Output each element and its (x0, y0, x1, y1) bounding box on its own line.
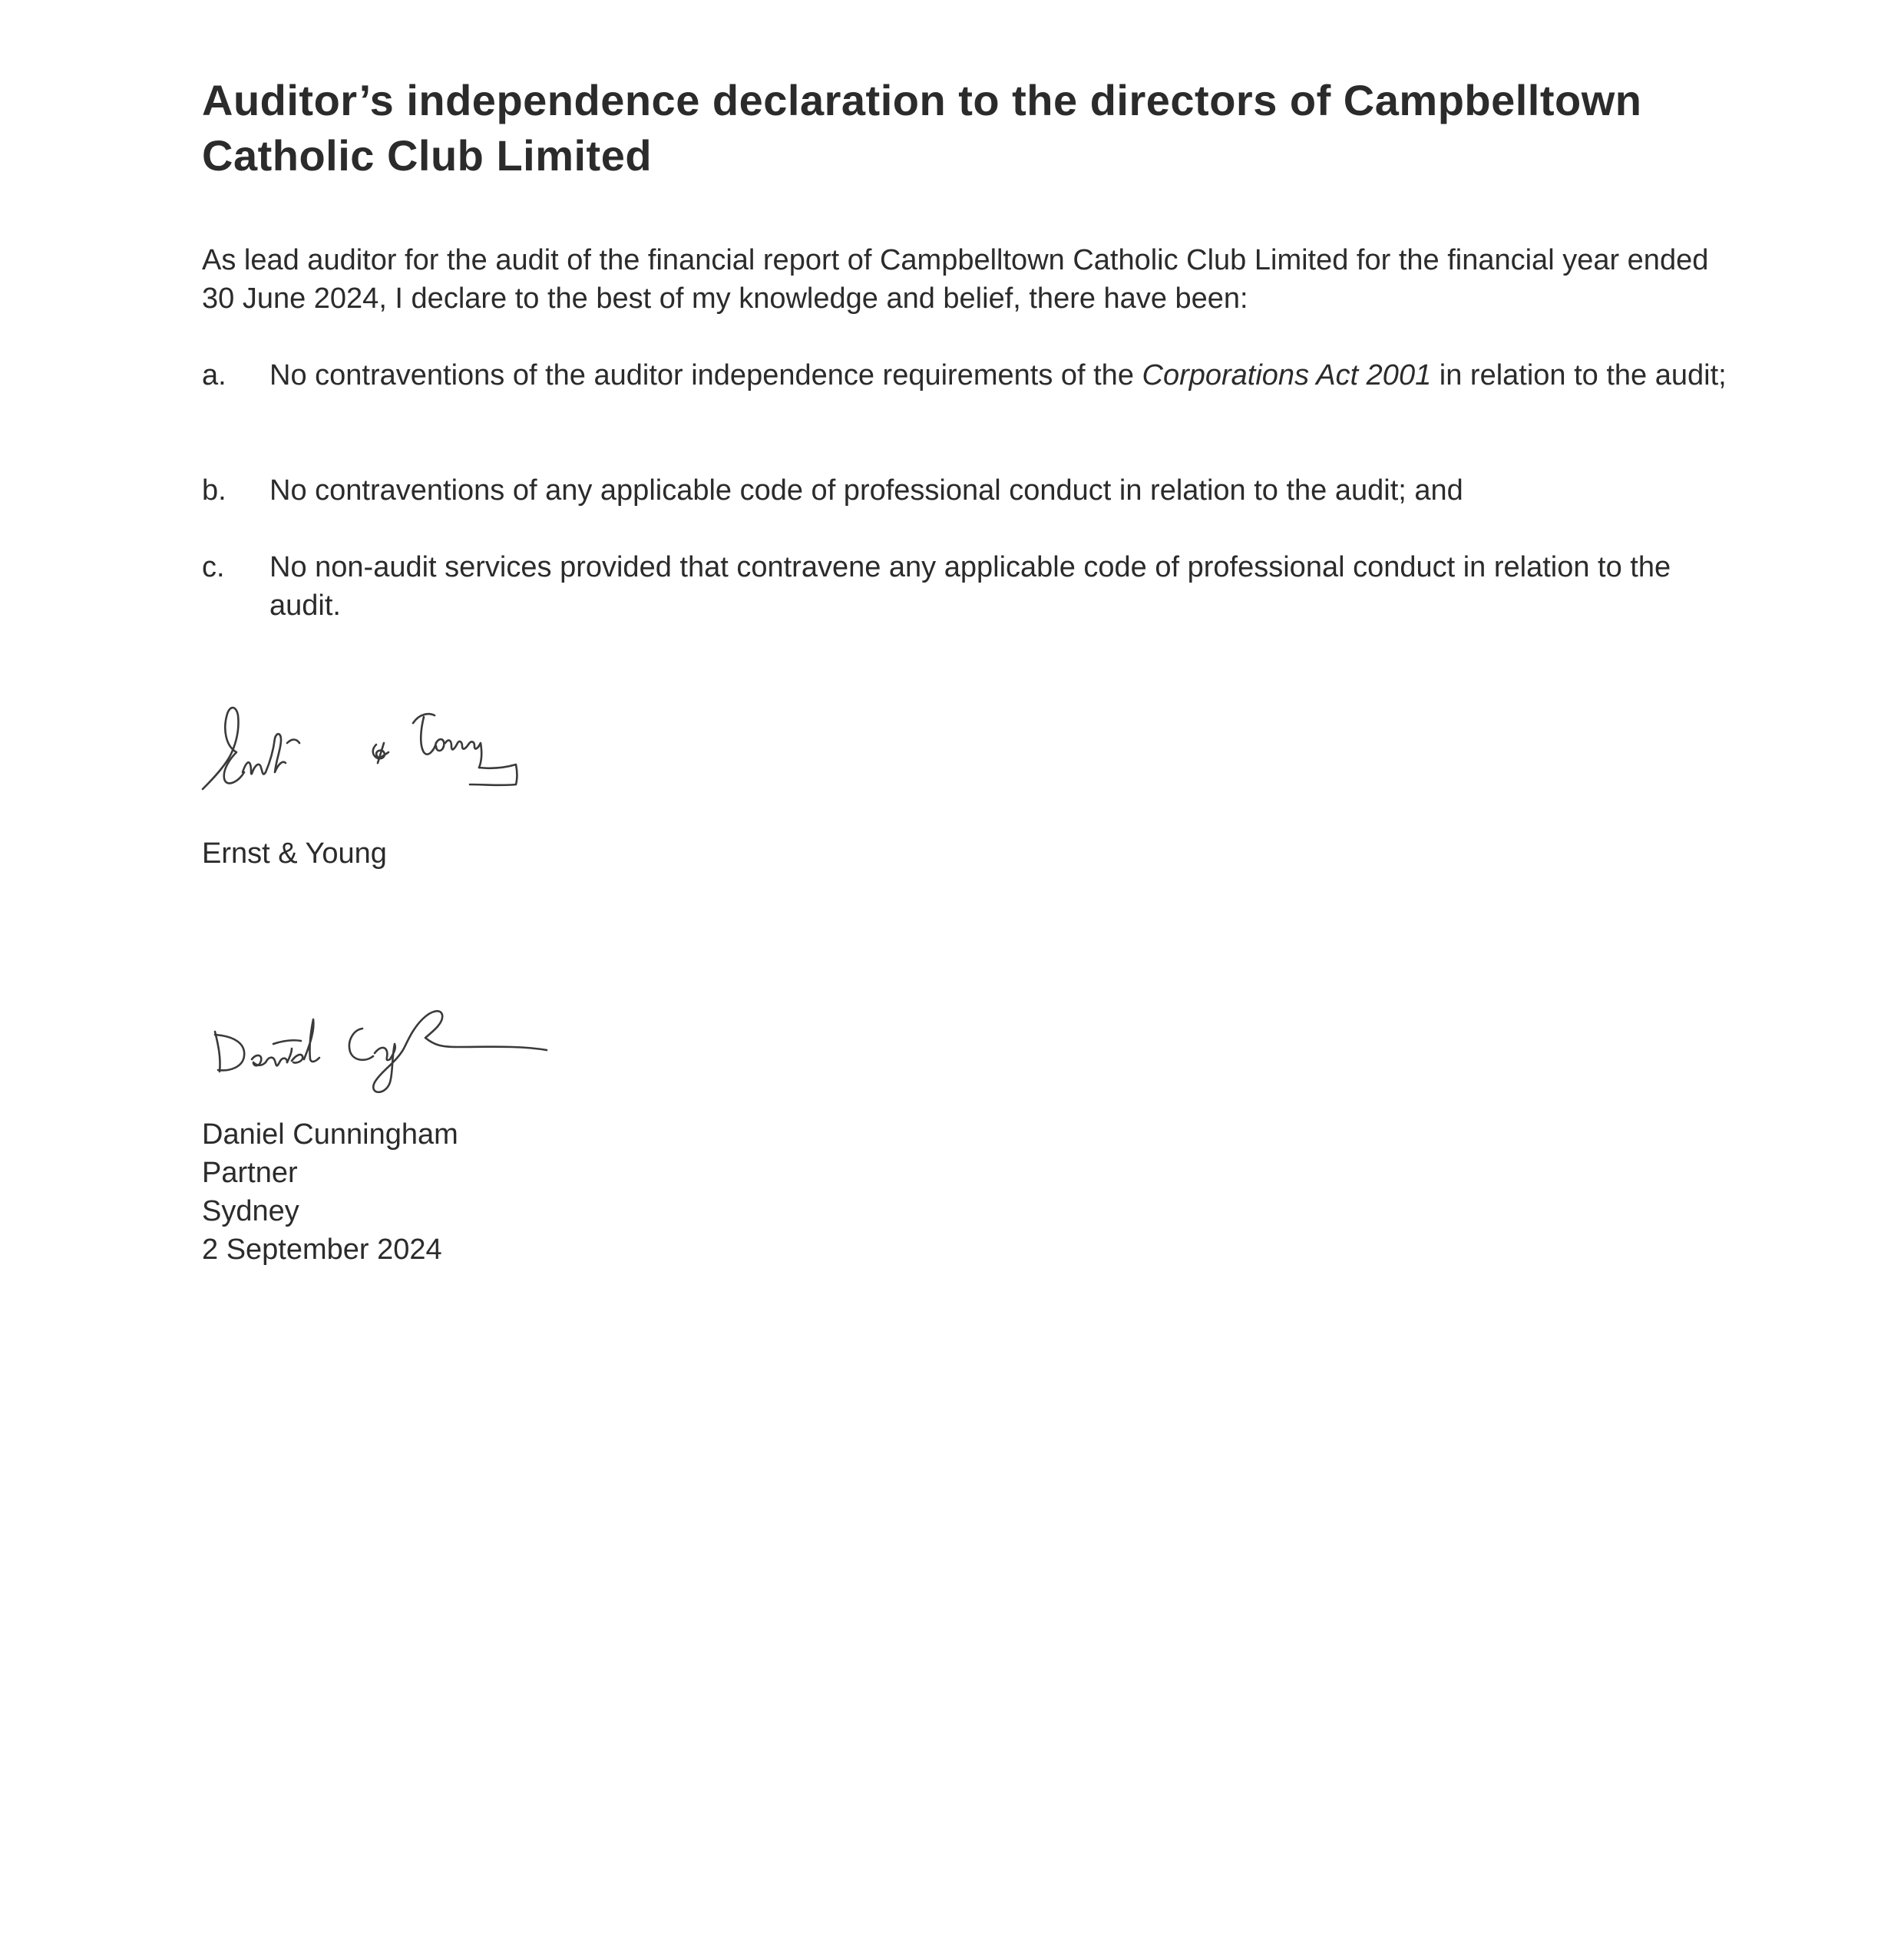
firm-signature (201, 699, 524, 798)
partner-name: Daniel Cunningham (202, 1118, 458, 1151)
list-item-text-start: No contraventions of the auditor independence requirements of the (269, 359, 1142, 391)
list-item-text (269, 356, 1728, 395)
page-title: Auditor’s independence declaration to the directors of Campbelltown Catholic Club Limited (202, 76, 1642, 180)
partner-city: Sydney (202, 1195, 299, 1227)
list-item-text-end: in relation to the audit; (1431, 359, 1727, 391)
act-name: Corporations Act 2001 (1142, 359, 1432, 391)
list-marker: b. (202, 474, 226, 507)
signing-date: 2 September 2024 (202, 1234, 442, 1266)
list-marker: a. (202, 359, 226, 391)
intro-paragraph: As lead auditor for the audit of the financial report of Campbelltown Catholic Club Limited for the financial year ended 30 June 2024, I declare to the best of my knowledge and belief, there have been: (202, 244, 1709, 315)
list-item-text: No contraventions of any applicable code of professional conduct in relation to the audit; and (269, 474, 1463, 507)
list-item-text: No non-audit services provided that contravene any applicable code of professional conduct in relation to the audit. (269, 551, 1671, 622)
partner-signature (212, 998, 550, 1098)
partner-title: Partner (202, 1157, 298, 1189)
firm-name: Ernst & Young (202, 837, 387, 870)
list-marker: c. (202, 551, 225, 583)
